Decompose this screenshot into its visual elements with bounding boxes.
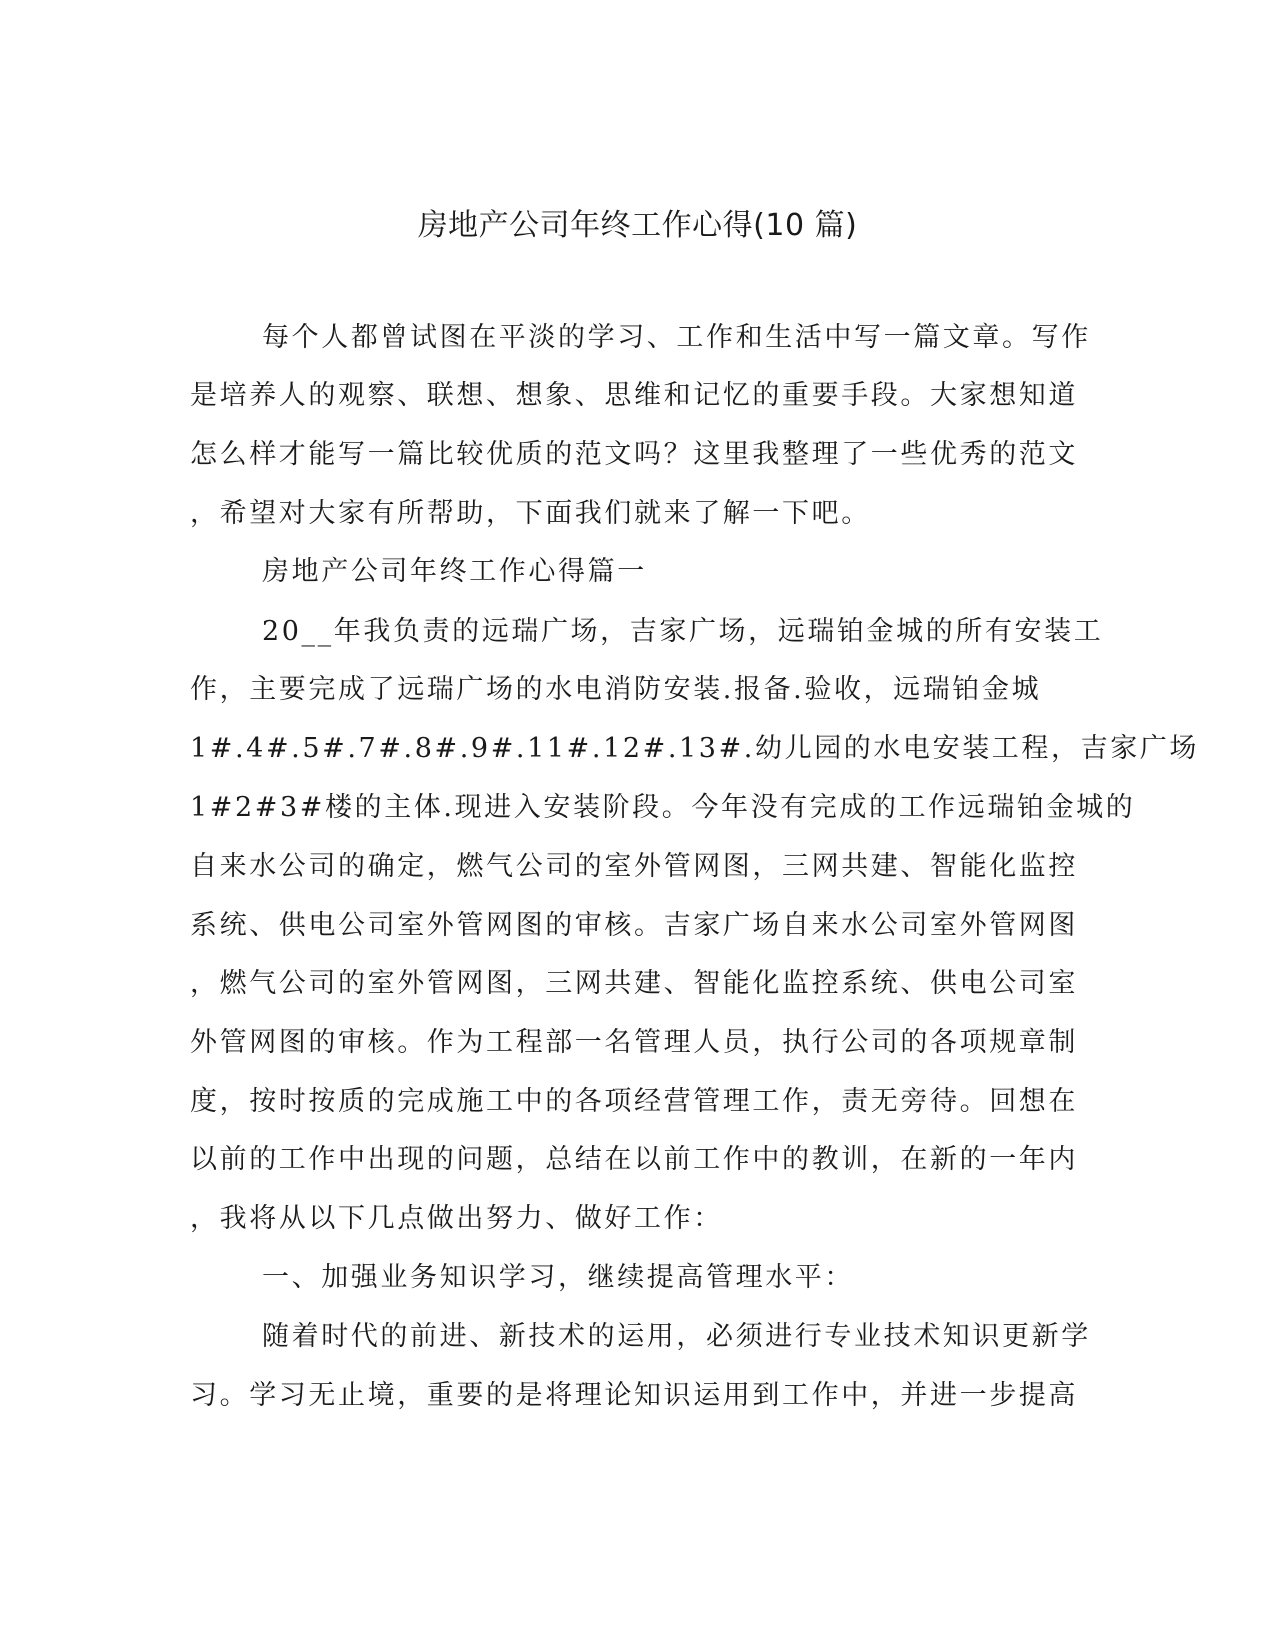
- text-line: 1#2#3#楼的主体.现进入安装阶段。今年没有完成的工作远瑞铂金城的: [190, 792, 1136, 823]
- text-line: 度，按时按质的完成施工中的各项经营管理工作，责无旁待。回想在: [190, 1086, 1078, 1117]
- text-line: 作，主要完成了远瑞广场的水电消防安装.报备.验收，远瑞铂金城: [190, 674, 1042, 705]
- text-line: 20__年我负责的远瑞广场，吉家广场，远瑞铂金城的所有安装工: [262, 616, 1104, 647]
- text-line: ，燃气公司的室外管网图，三网共建、智能化监控系统、供电公司室: [190, 968, 1078, 999]
- text-line: 习。学习无止境，重要的是将理论知识运用到工作中，并进一步提高: [190, 1380, 1078, 1411]
- text-line: ，希望对大家有所帮助，下面我们就来了解一下吧。: [190, 498, 871, 529]
- text-line: 以前的工作中出现的问题，总结在以前工作中的教训，在新的一年内: [190, 1144, 1078, 1175]
- text-line: 随着时代的前进、新技术的运用，必须进行专业技术知识更新学: [262, 1321, 1091, 1352]
- document-title: 房地产公司年终工作心得(10 篇): [417, 208, 858, 243]
- text-line: ，我将从以下几点做出努力、做好工作：: [190, 1203, 723, 1234]
- section-heading: 房地产公司年终工作心得篇一: [262, 556, 647, 587]
- text-line: 外管网图的审核。作为工程部一名管理人员，执行公司的各项规章制: [190, 1027, 1078, 1058]
- text-line: 每个人都曾试图在平淡的学习、工作和生活中写一篇文章。写作: [262, 322, 1091, 353]
- text-line: 系统、供电公司室外管网图的审核。吉家广场自来水公司室外管网图: [190, 910, 1078, 941]
- subsection-heading: 一、加强业务知识学习，继续提高管理水平：: [262, 1262, 854, 1293]
- text-line: 1#.4#.5#.7#.8#.9#.11#.12#.13#.幼儿园的水电安装工程，吉家广场: [190, 733, 1199, 764]
- text-line: 是培养人的观察、联想、想象、思维和记忆的重要手段。大家想知道: [190, 380, 1078, 411]
- text-line: 自来水公司的确定，燃气公司的室外管网图，三网共建、智能化监控: [190, 851, 1078, 882]
- text-line: 怎么样才能写一篇比较优质的范文吗？这里我整理了一些优秀的范文: [190, 439, 1078, 470]
